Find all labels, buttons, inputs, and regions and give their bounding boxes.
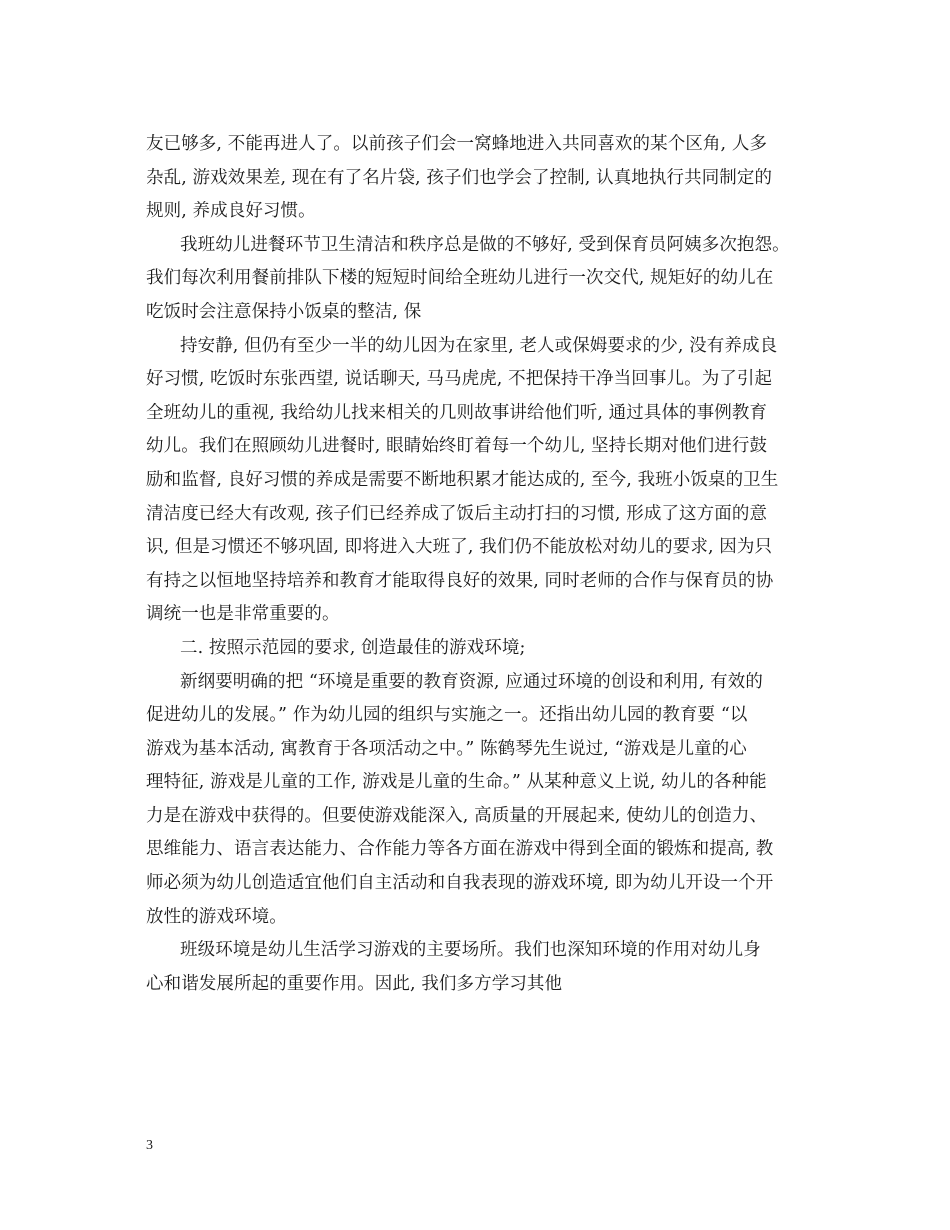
text-line: 促进幼儿的发展。” 作为幼儿园的组织与实施之一。还指出幼儿园的教育要 “以 [146, 705, 748, 726]
text-line: 游戏为基本活动, 寓教育于各项活动之中。” 陈鹤琴先生说过, “游戏是儿童的心 [146, 738, 747, 759]
text-line: 持安静, 但仍有至少一半的幼儿因为在家里, 老人或保姆要求的少, 没有养成良 [180, 335, 778, 356]
text-line: 好习惯, 吃饭时东张西望, 说话聊天, 马马虎虎, 不把保持干净当回事儿。为了引起 [146, 369, 773, 390]
section-heading: 二. 按照示范园的要求, 创造最佳的游戏环境; [180, 637, 526, 658]
text-line: 班级环境是幼儿生活学习游戏的主要场所。我们也深知环境的作用对幼儿身 [180, 940, 761, 961]
text-line: 全班幼儿的重视, 我给幼儿找来相关的几则故事讲给他们听, 通过具体的事例教育 [146, 402, 768, 423]
text-line: 规则, 养成良好习惯。 [146, 201, 316, 222]
text-line: 思维能力、语言表达能力、合作能力等各方面在游戏中得到全面的锻炼和提高, 教 [146, 839, 774, 860]
text-line: 理特征, 游戏是儿童的工作, 游戏是儿童的生命。” 从某种意义上说, 幼儿的各种能 [146, 772, 767, 793]
text-line: 新纲要明确的把 “环境是重要的教育资源, 应通过环境的创设和利用, 有效的 [180, 671, 763, 692]
text-line: 调统一也是非常重要的。 [146, 604, 340, 625]
text-line: 力是在游戏中获得的。但要使游戏能深入, 高质量的开展起来, 使幼儿的创造力、 [146, 805, 768, 826]
text-line: 我班幼儿进餐环节卫生清洁和秩序总是做的不够好, 受到保育员阿姨多次抱怨。 [180, 234, 790, 255]
text-line: 我们每次利用餐前排队下楼的短短时间给全班幼儿进行一次交代, 规矩好的幼儿在 [146, 268, 774, 289]
text-line: 励和监督, 良好习惯的养成是需要不断地积累才能达成的, 至今, 我班小饭桌的卫生 [146, 469, 779, 490]
text-line: 有持之以恒地坚持培养和教育才能取得良好的效果, 同时老师的合作与保育员的协 [146, 570, 774, 591]
text-line: 识, 但是习惯还不够巩固, 即将进入大班了, 我们仍不能放松对幼儿的要求, 因为只 [146, 537, 773, 558]
body-text [146, 128, 826, 1001]
text-line: 师必须为幼儿创造适宜他们自主活动和自我表现的游戏环境, 即为幼儿开设一个开 [146, 873, 774, 894]
text-line: 吃饭时会注意保持小饭桌的整洁, 保 [146, 301, 422, 322]
text-line: 心和谐发展所起的重要作用。因此, 我们多方学习其他 [146, 973, 563, 994]
page-number: 3 [146, 1138, 153, 1153]
text-line: 友已够多, 不能再进人了。以前孩子们会一窝蜂地进入共同喜欢的某个区角, 人多 [146, 134, 768, 154]
text-line: 清洁度已经大有改观, 孩子们已经养成了饭后主动打扫的习惯, 形成了这方面的意 [146, 503, 768, 524]
text-line: 杂乱, 游戏效果差, 现在有了名片袋, 孩子们也学会了控制, 认真地执行共同制定的 [146, 167, 773, 188]
text-line: 幼儿。我们在照顾幼儿进餐时, 眼睛始终盯着每一个幼儿, 坚持长期对他们进行鼓 [146, 436, 768, 457]
text-line: 放性的游戏环境。 [146, 906, 287, 927]
